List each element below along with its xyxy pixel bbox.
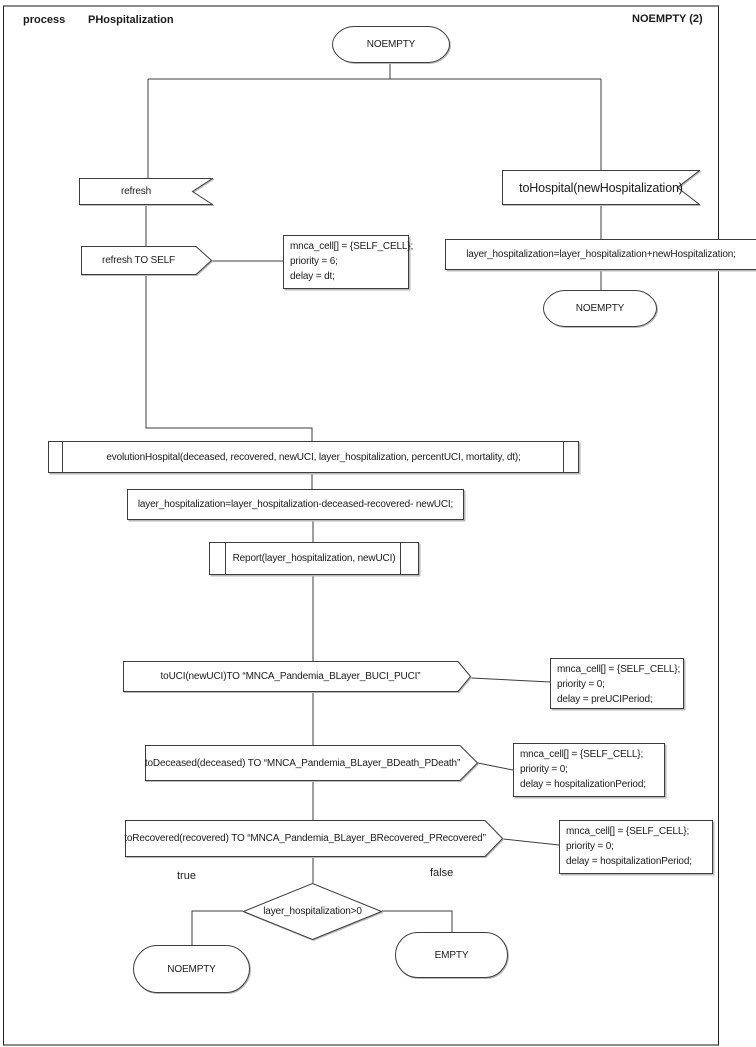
subprocess-bar-icon: [563, 442, 564, 472]
state-noempty-bottom[interactable]: [133, 945, 250, 993]
process-name-label: PHospitalization: [88, 14, 174, 26]
note-touci-params[interactable]: [550, 658, 684, 709]
note-line: priority = 0;: [520, 764, 568, 775]
receive-signal-label: toHospital(newHospitalization): [519, 180, 683, 195]
subprocess-label: Report(layer_hospitalization, newUCI): [232, 553, 396, 564]
send-todeceased-signal[interactable]: [145, 745, 478, 781]
state-label: NOEMPTY: [366, 39, 416, 50]
send-torecovered-signal[interactable]: [125, 820, 503, 857]
note-line: priority = 6;: [290, 256, 338, 267]
note-torecovered-params[interactable]: [559, 820, 713, 874]
state-start-noempty[interactable]: [332, 26, 450, 63]
send-signal-label: refresh TO SELF: [102, 255, 175, 266]
send-touci-signal[interactable]: [123, 661, 471, 692]
note-line: mnca_cell[] = {SELF_CELL};: [520, 749, 644, 760]
state-empty-bottom[interactable]: [395, 932, 508, 978]
receive-refresh-signal[interactable]: [79, 178, 213, 205]
process-keyword-label: process: [23, 14, 66, 26]
subprocess-bar-icon: [225, 543, 226, 574]
note-line: mnca_cell[] = {SELF_CELL};: [566, 826, 690, 837]
subprocess-evolution-hospital[interactable]: [48, 441, 579, 473]
note-line: delay = preUCIPeriod;: [557, 694, 653, 705]
note-line: delay = dt;: [290, 271, 335, 282]
note-line: delay = hospitalizationPeriod;: [566, 856, 692, 867]
note-line: mnca_cell[] = {SELF_CELL};: [557, 664, 681, 675]
subprocess-bar-icon: [400, 543, 401, 574]
send-signal-label: toUCI(newUCI)TO “MNCA_Pandemia_BLayer_BUCI_PUCI”: [160, 671, 421, 682]
note-line: delay = hospitalizationPeriod;: [520, 779, 646, 790]
subprocess-label: evolutionHospital(deceased, recovered, newUCI, layer_hospitalization, percentUCI, mortality, dt);: [106, 451, 521, 463]
note-line: priority = 0;: [557, 679, 605, 690]
branch-false-label: false: [430, 867, 454, 879]
receive-signal-label: refresh: [120, 186, 152, 197]
note-line: mnca_cell[] = {SELF_CELL};: [290, 241, 414, 252]
branch-true-label: true: [177, 870, 196, 882]
state-label: NOEMPTY: [167, 963, 216, 975]
note-line: priority = 0;: [566, 841, 614, 852]
send-refresh-to-self-signal[interactable]: [81, 246, 212, 275]
state-label: NOEMPTY: [575, 303, 625, 314]
note-refresh-params[interactable]: [283, 235, 414, 289]
action-subtract-hospitalization[interactable]: [127, 489, 464, 520]
state-noempty-right[interactable]: [543, 290, 657, 327]
action-add-hospitalization[interactable]: [445, 239, 756, 270]
state-label: EMPTY: [434, 949, 469, 961]
send-signal-label: toDeceased(deceased) TO “MNCA_Pandemia_BLayer_BDeath_PDeath”: [144, 757, 461, 769]
send-signal-label: toRecovered(recovered) TO “MNCA_Pandemia_BLayer_BRecovered_PRecovered”: [124, 833, 486, 844]
state-reference-label: NOEMPTY (2): [632, 13, 703, 25]
subprocess-report[interactable]: [209, 542, 419, 575]
action-label: layer_hospitalization=layer_hospitalization-deceased-recovered- newUCI;: [137, 499, 454, 510]
receive-tohospital-signal[interactable]: [502, 170, 700, 205]
decision-label: layer_hospitalization>0: [263, 906, 362, 917]
decision-layer-hospitalization[interactable]: [243, 883, 382, 940]
action-label: layer_hospitalization=layer_hospitalization+newHospitalization;: [466, 249, 736, 260]
note-todeceased-params[interactable]: [513, 743, 665, 797]
subprocess-bar-icon: [62, 442, 63, 472]
